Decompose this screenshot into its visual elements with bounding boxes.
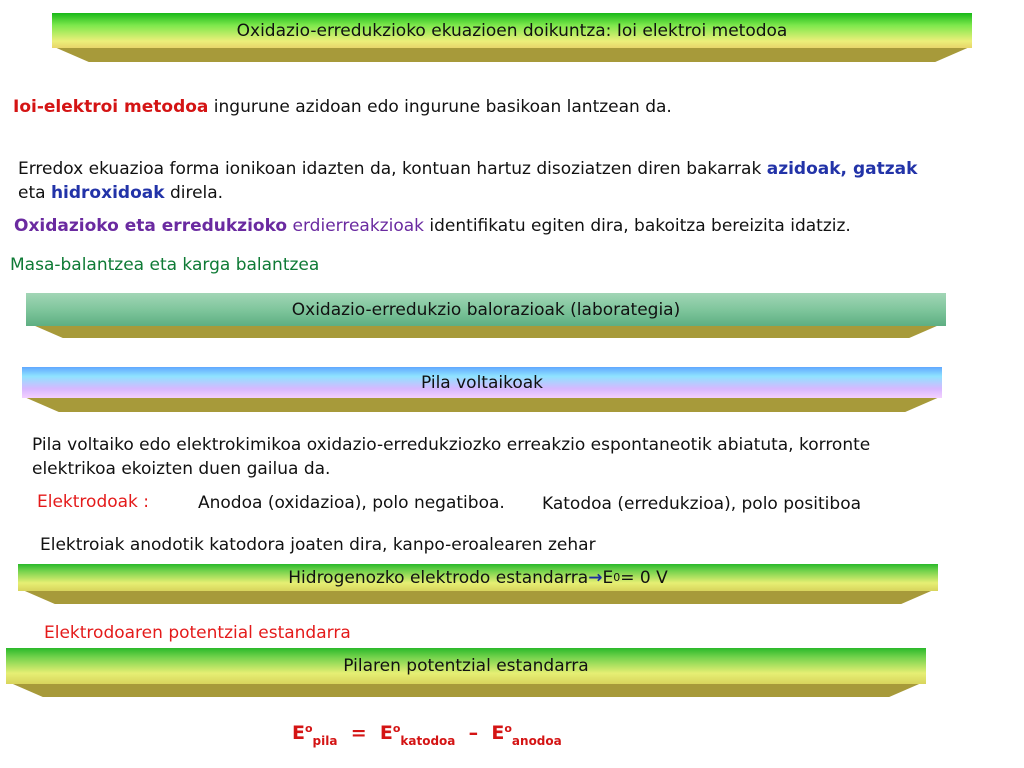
elektrodoak-label: Elektrodoak :	[37, 492, 150, 512]
erredox-text: Erredox ekuazioa forma ionikoan idazten da, kontuan hartuz disoziatzen diren bakarrak	[18, 159, 767, 179]
ioi-elektroi-highlight: Ioi-elektroi metodoa	[13, 97, 209, 117]
ioi-elektroi-line	[13, 95, 672, 119]
e-katodoa-subscript: katodoa	[400, 734, 456, 748]
e-pila-subscript: pila	[312, 734, 338, 748]
banner-bar	[26, 293, 946, 326]
e-symbol: E	[602, 567, 614, 588]
banner-bar	[22, 367, 942, 398]
banner-title: Pilaren potentzial estandarra	[343, 656, 589, 676]
banner-title-post: = 0 V	[620, 567, 668, 588]
equals-sign: =	[337, 722, 380, 744]
azidoak-term: azidoak	[766, 159, 841, 179]
e-anodoa-symbol: E	[491, 722, 505, 744]
erdierreakzioak-term: erdierreakzioak	[287, 216, 424, 236]
banner-hidrogeno-elektrodo	[18, 564, 938, 604]
e-anodoa-subscript: anodoa	[511, 734, 562, 748]
banner-title: Oxidazio-erredukzioko ekuazioen doikuntza: Ioi elektroi metodoa	[236, 20, 788, 41]
banner-bar	[6, 648, 926, 684]
erredox-line-1	[18, 157, 917, 181]
erdierreakzioak-line	[14, 214, 851, 238]
banner-bar	[52, 13, 972, 48]
banner-title: Oxidazio-erredukzio balorazioak (laborategia)	[291, 299, 681, 320]
pila-desc-line-1: Pila voltaiko edo elektrokimikoa oxidazio-erredukziozko erreakzio espontaneotik abiatuta, korronte	[32, 435, 871, 455]
banner-pila-voltaikoak	[22, 367, 942, 412]
comma: ,	[840, 159, 853, 179]
anodoa-text: Anodoa (oxidazioa), polo negatiboa.	[198, 493, 505, 513]
arrow-right-icon: →	[588, 567, 603, 588]
e-zero-superscript: 0	[613, 571, 621, 584]
ioi-elektroi-rest: ingurune azidoan edo ingurune basikoan lantzean da.	[208, 97, 672, 117]
katodoa-text: Katodoa (erredukzioa), polo positiboa	[542, 494, 862, 514]
e-katodoa-degree: o	[392, 722, 401, 735]
pila-potential-formula	[292, 722, 562, 748]
e-pila-degree: o	[304, 722, 313, 735]
banner-bar	[18, 564, 938, 591]
identifikatu-text: identifikatu egiten dira, bakoitza bereizita idatziz.	[424, 216, 851, 236]
banner-balorazioak	[26, 293, 946, 338]
e-katodoa-symbol: E	[379, 722, 393, 744]
pila-desc-line-2: elektrikoa ekoizten duen gailua da.	[32, 459, 331, 479]
e-anodoa-degree: o	[504, 722, 512, 735]
erredox-line-2	[18, 181, 223, 205]
e-pila-symbol: E	[292, 722, 305, 744]
elektroiak-line: Elektroiak anodotik katodora joaten dira, kanpo-eroalearen zehar	[40, 535, 596, 555]
banner-shadow	[22, 396, 942, 412]
direla-text: direla.	[164, 183, 224, 203]
banner-pilaren-potentzial	[6, 648, 926, 697]
minus-sign: –	[455, 722, 492, 744]
banner-title: Pila voltaikoak	[420, 372, 544, 393]
banner-shadow	[52, 46, 972, 62]
banner-title-pre: Hidrogenozko elektrodo estandarra	[288, 567, 589, 588]
oxidazioko-erredukzioko-term: Oxidazioko eta erredukzioko	[14, 216, 288, 236]
eta-text: eta	[18, 183, 51, 203]
elektrodo-potentzial-line: Elektrodoaren potentzial estandarra	[44, 623, 351, 643]
hidroxidoak-term: hidroxidoak	[50, 183, 165, 203]
gatzak-term: gatzak	[852, 159, 918, 179]
banner-title-doikuntza	[52, 13, 972, 62]
masa-balantzea-line: Masa-balantzea eta karga balantzea	[10, 255, 320, 275]
